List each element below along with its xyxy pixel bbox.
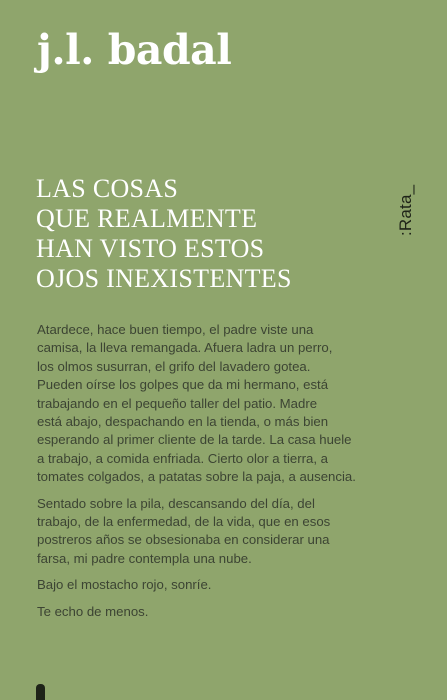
rat-silhouette-icon bbox=[36, 684, 45, 700]
publisher-name: :Rata_ bbox=[396, 184, 415, 236]
excerpt-paragraph bbox=[37, 576, 432, 594]
title-line: QUE REALMENTE bbox=[36, 204, 258, 233]
excerpt-line: Pueden oírse los golpes que da mi hermano, está bbox=[37, 377, 329, 393]
author-name: j.l. badal bbox=[37, 26, 232, 74]
title-line: OJOS INEXISTENTES bbox=[36, 264, 292, 293]
excerpt-line: esperando al primer cliente de la tarde. La casa huele bbox=[37, 432, 352, 448]
excerpt-line: Te echo de menos. bbox=[37, 603, 149, 619]
excerpt-line: tomates colgados, a patatas sobre la paja, a ausencia. bbox=[37, 469, 356, 485]
excerpt-line: camisa, la lleva remangada. Afuera ladra un perro, bbox=[37, 340, 333, 356]
book-title bbox=[36, 174, 292, 294]
excerpt-line: Sentado sobre la pila, descansando del día, del bbox=[37, 495, 315, 511]
excerpt-line: postreros años se obsesionaba en considerar una bbox=[37, 532, 330, 548]
excerpt-paragraph bbox=[37, 321, 432, 487]
cover-excerpt bbox=[37, 321, 432, 629]
excerpt-line: trabajando en el pequeño taller del patio. Madre bbox=[37, 395, 318, 411]
excerpt-line: Bajo el mostacho rojo, sonríe. bbox=[37, 577, 212, 593]
title-line: LAS COSAS bbox=[36, 174, 179, 203]
excerpt-line: farsa, mi padre contempla una nube. bbox=[37, 550, 252, 566]
excerpt-paragraph bbox=[37, 495, 432, 569]
excerpt-line: está abajo, despachando en la tienda, o más bien bbox=[37, 414, 329, 430]
excerpt-line: Atardece, hace buen tiempo, el padre viste una bbox=[37, 322, 314, 337]
title-line: HAN VISTO ESTOS bbox=[36, 234, 265, 263]
excerpt-line: los olmos susurran, el grifo del lavadero gotea. bbox=[37, 358, 311, 374]
excerpt-line: a trabajo, a comida enfriada. Cierto olor a tierra, a bbox=[37, 450, 329, 466]
excerpt-paragraph bbox=[37, 603, 432, 621]
excerpt-line: trabajo, de la enfermedad, de la vida, que en esos bbox=[37, 514, 331, 530]
